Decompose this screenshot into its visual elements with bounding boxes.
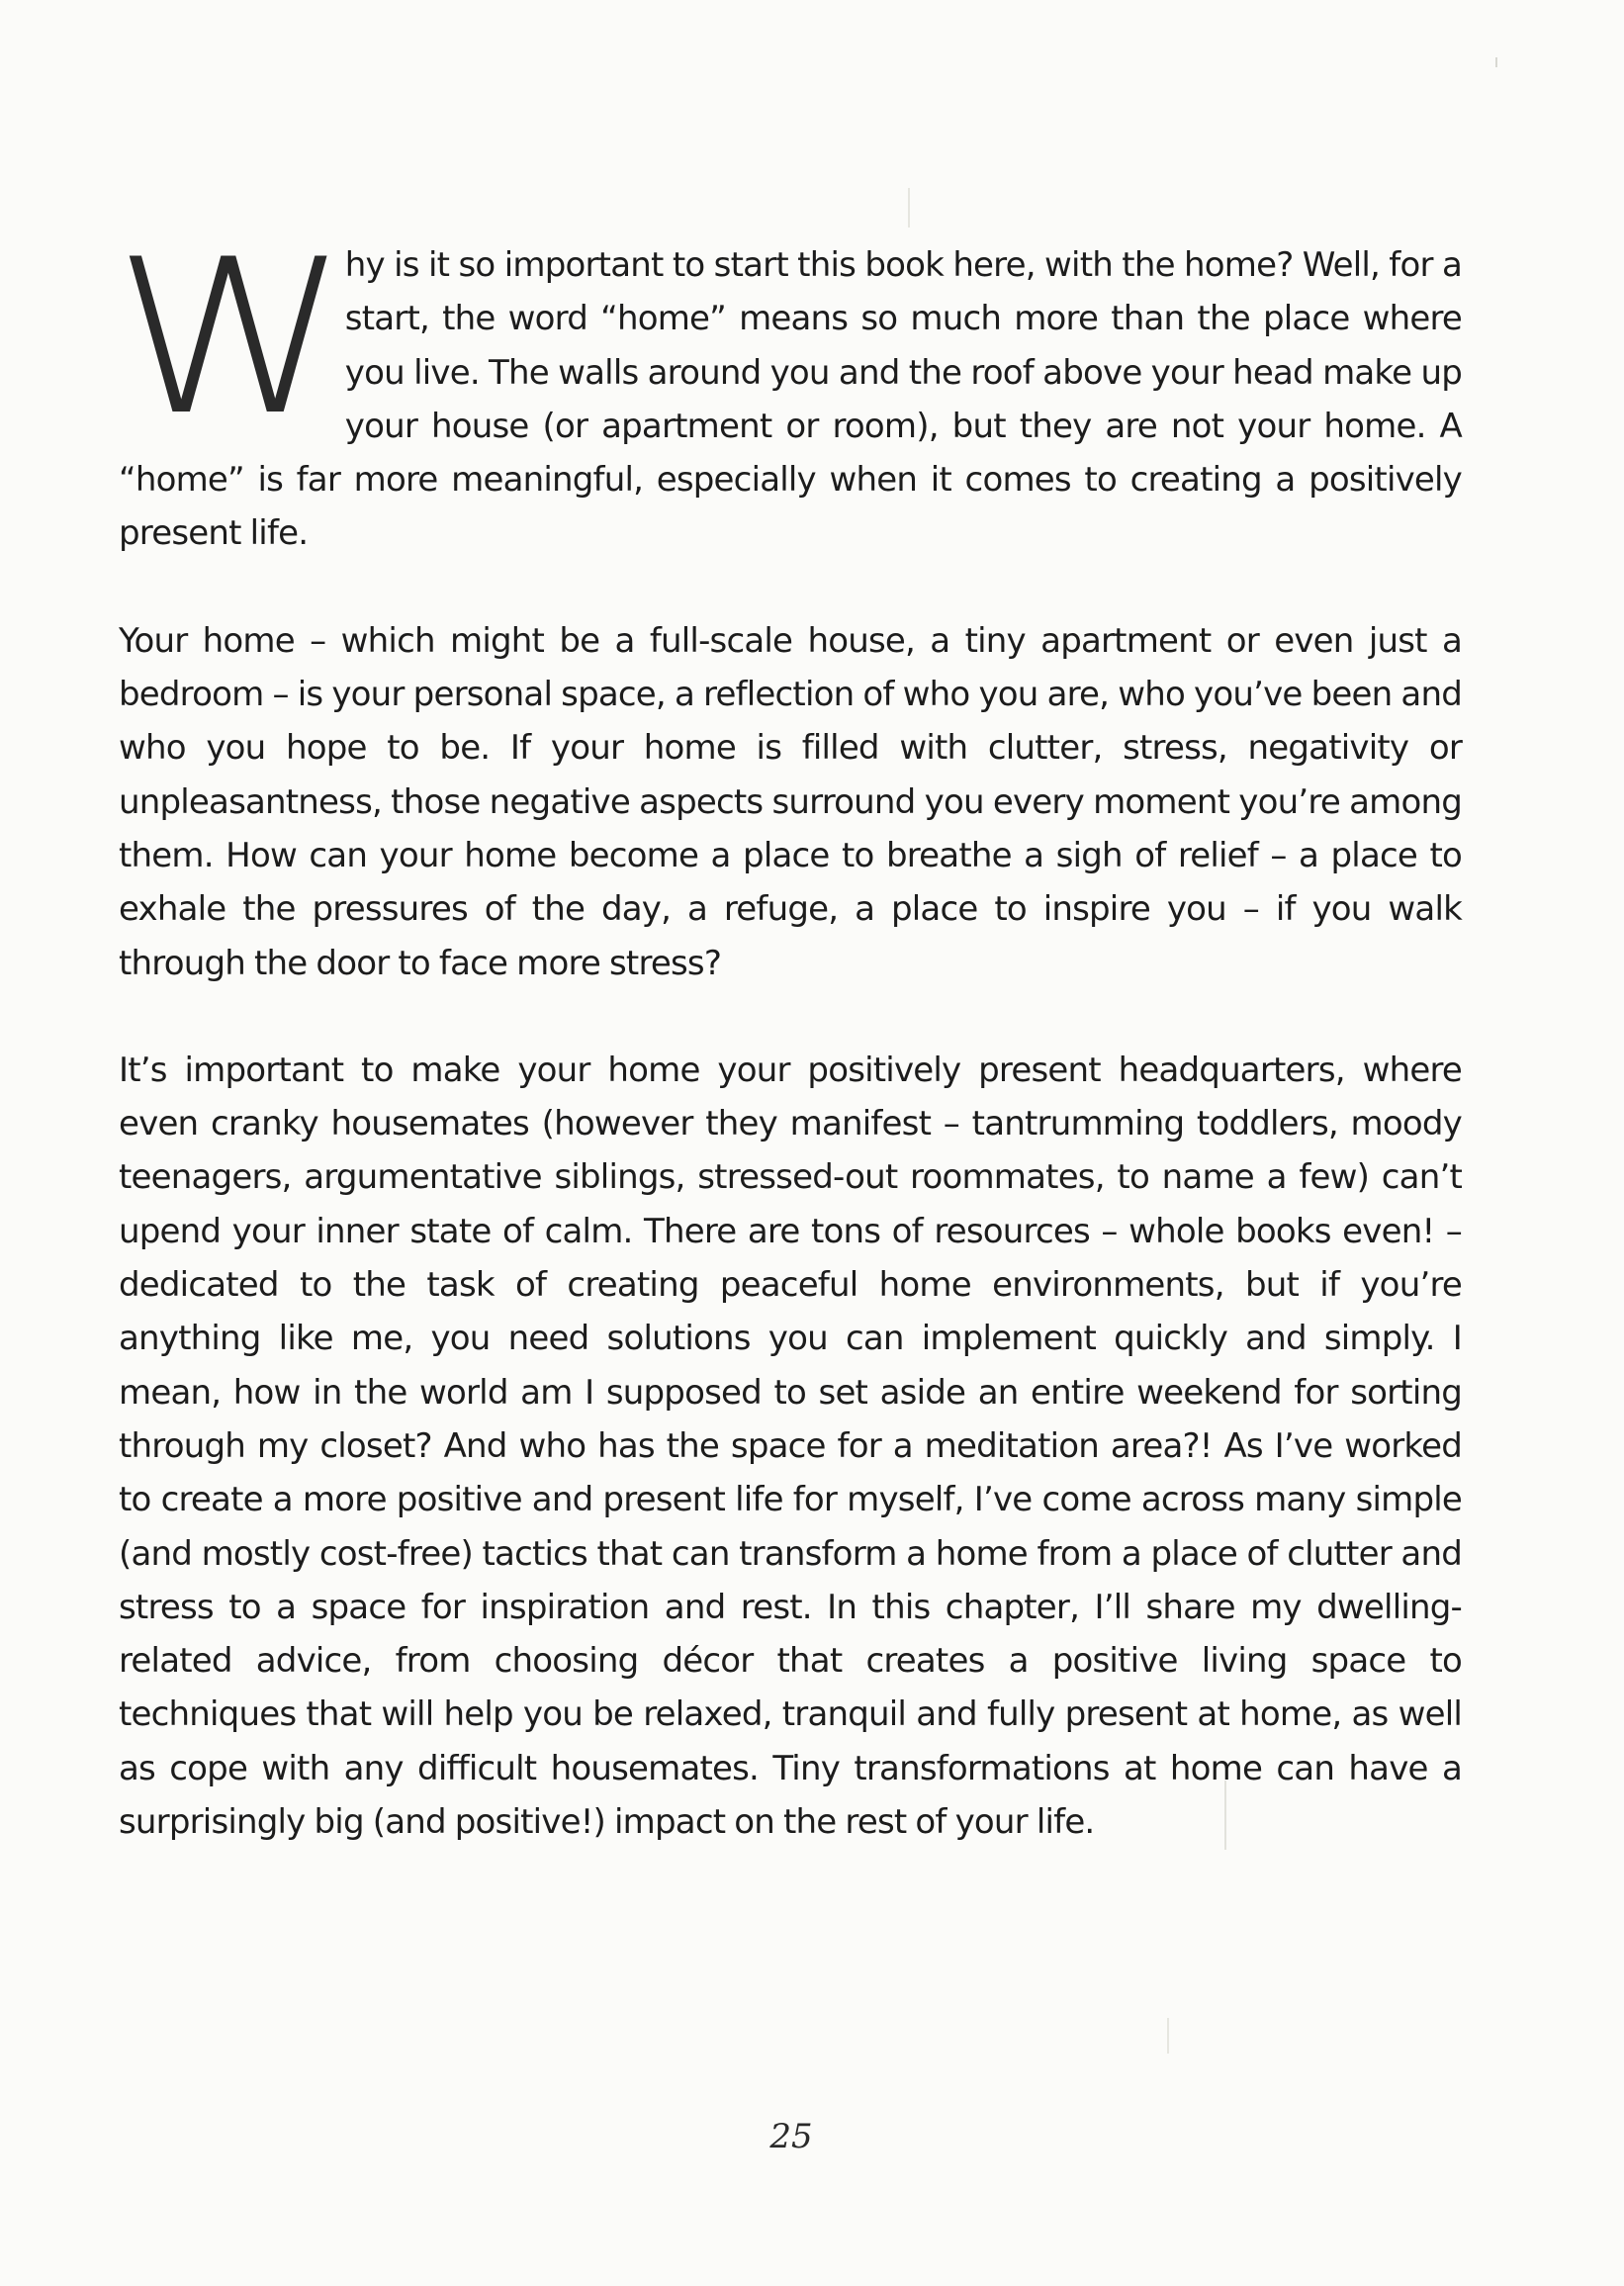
paragraph-3: It’s important to make your home your positively present headquarters, where even cranky housemates (however they manifest – tantrumming toddlers, moody teenagers, argumentative siblings, stressed-out roommates, to name a few) can’t upend your inner state of calm. There are tons of resources – whole books even! – dedicated to the task of creating peaceful home environments, but if you’re anything like me, you need solutions you can implement quickly and simply. I mean, how in the world am I supposed to set aside an entire weekend for sorting through my closet? And who has the space for a meditation area?! As I’ve worked to create a more positive and present life for myself, I’ve come across many simple (and mostly cost-free) tactics that can transform a home from a place of clutter and stress to a space for inspiration and rest. In this chapter, I’ll share my dwelling-related advice, from choosing décor that creates a positive living space to techniques that will help you be relaxed, tranquil and fully present at home, as well as cope with any difficult housemates. Tiny transformations at home can have a surprisingly big (and positive!) impact on the rest of your life. (119, 1050, 1462, 1843)
scan-mark (1495, 57, 1497, 67)
paragraph-1-text: hy is it so important to start this book here, with the home? Well, for a start, the word “home” means so much more than the place where you live. The walls around you and the roof above your head make up your house (or apartment or room), but they are not your home. A “home” is far more meaningful, especially when it comes to creating a positively present life. (119, 245, 1462, 554)
paragraph-1 (113, 214, 1462, 561)
chapter-intro-text (113, 214, 1462, 1902)
drop-cap-letter: W (113, 214, 349, 462)
scan-mark (1167, 2018, 1169, 2054)
paragraph-2: Your home – which might be a full-scale house, a tiny apartment or even just a bedroom – is your personal space, a reflection of who you are, who you’ve been and who you hope to be. If your home is filled with clutter, stress, negativity or unpleasantness, those negative aspects surround you every moment you’re among them. How can your home become a place to breathe a sigh of relief – a place to exhale the pressures of the day, a refuge, a place to inspire you – if you walk through the door to face more stress? (119, 620, 1462, 983)
scan-mark (908, 188, 910, 228)
page-number: 25 (769, 2117, 813, 2156)
